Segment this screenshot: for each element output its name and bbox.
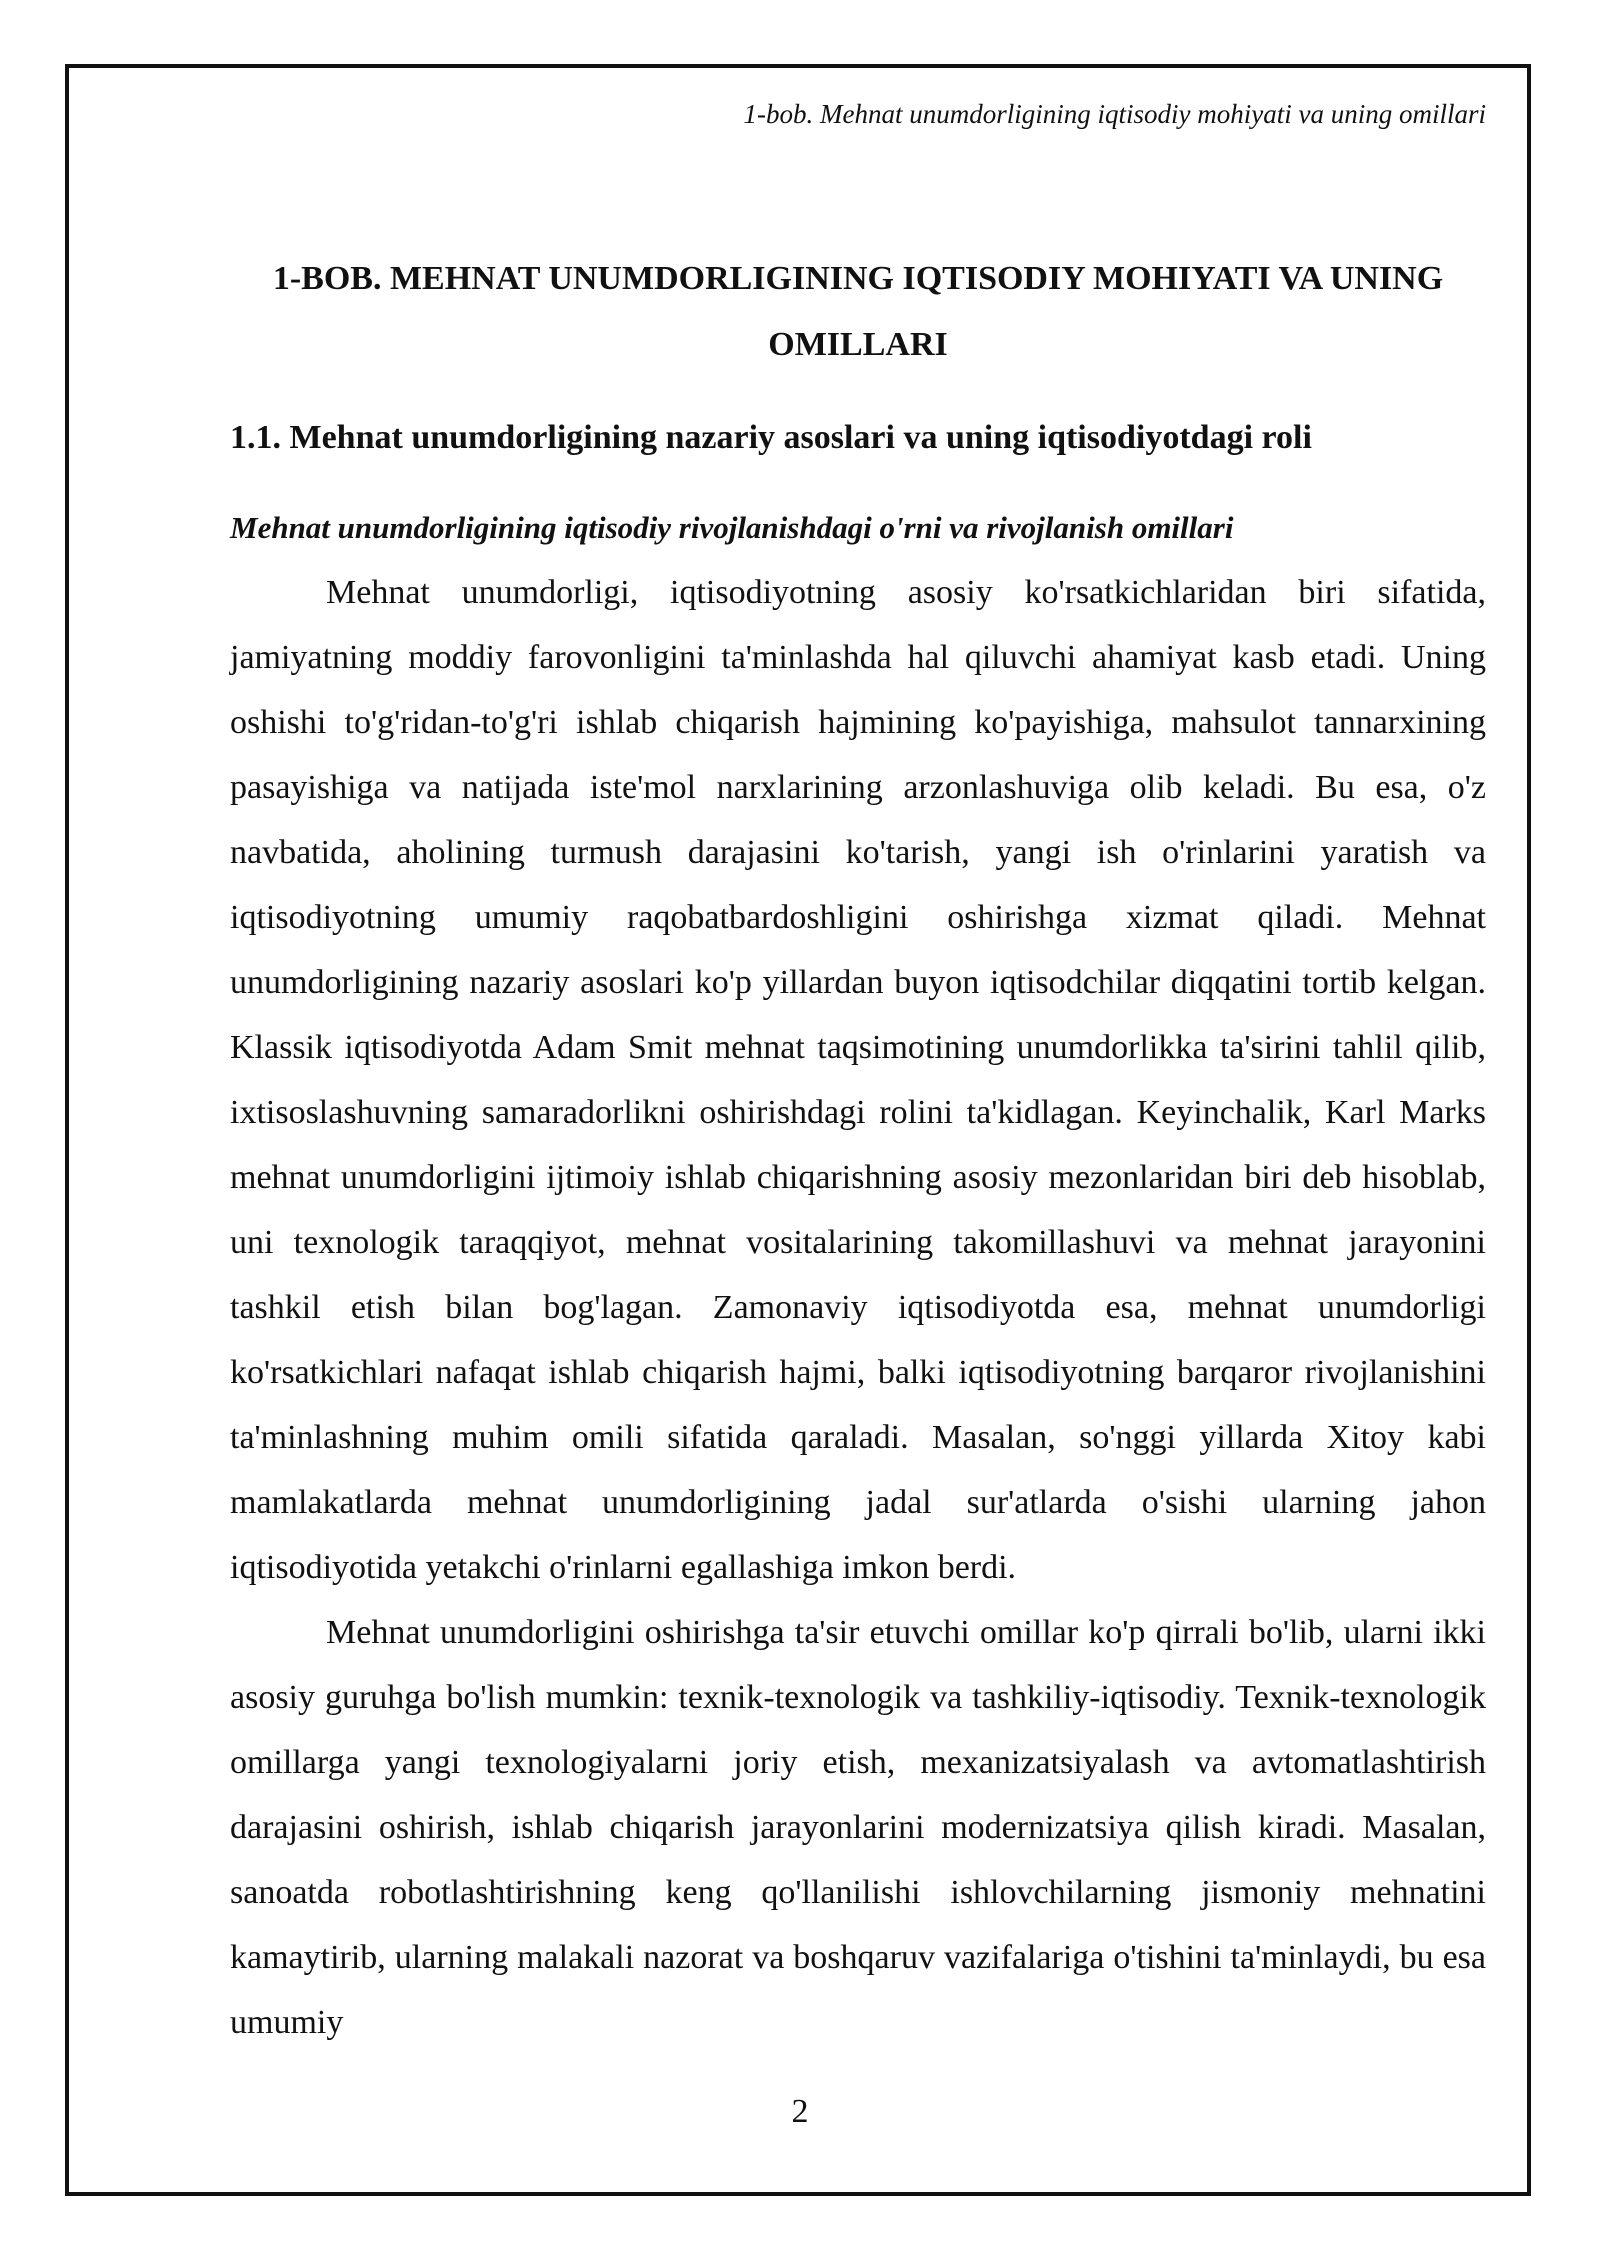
running-header: 1-bob. Mehnat unumdorligining iqtisodiy mohiyati va uning omillari — [743, 99, 1486, 129]
body-paragraph: Mehnat unumdorligi, iqtisodiyotning asosiy ko'rsatkichlaridan biri sifatida, jamiyatning moddiy farovonligini ta'minlashda hal qiluvchi ahamiyat kasb etadi. Uning oshishi to'g'ridan-to'g'ri ishlab chiqarish hajmining ko'payishiga, mahsulot tannarxining pasayishiga va natijada iste'mol narxlarining arzonlashuviga olib keladi. Bu esa, o'z navbatida, aholining turmush darajasini ko'tarish, yangi ish o'rinlarini yaratish va iqtisodiyotning umumiy raqobatbardoshligini oshirishga xizmat qiladi. Mehnat unumdorligining nazariy asoslari ko'p yillardan buyon iqtisodchilar diqqatini tortib kelgan. Klassik iqtisodiyotda Adam Smit mehnat taqsimotining unumdorlikka ta'sirini tahlil qilib, ixtisoslashuvning samaradorlikni oshirishdagi rolini ta'kidlagan. Keyinchalik, Karl Marks mehnat unumdorligini ijtimoiy ishlab chiqarishning asosiy mezonlaridan biri deb hisoblab, uni texnologik taraqqiyot, mehnat vositalarining takomillashuvi va mehnat jarayonini tashkil etish bilan bog'lagan. Zamonaviy iqtisodiyotda esa, mehnat unumdorligi ko'rsatkichlari nafaqat ishlab chiqarish hajmi, balki iqtisodiyotning barqaror rivojlanishini ta'minlashning muhim omili sifatida qaraladi. Masalan, so'nggi yillarda Xitoy kabi mamlakatlarda mehnat unumdorligining jadal sur'atlarda o'sishi ularning jahon iqtisodiyotida yetakchi o'rinlarni egallashiga imkon berdi. — [230, 574, 1486, 1586]
chapter-title: 1-BOB. MEHNAT UNUMDORLIGINING IQTISODIY MOHIYATI VA UNING OMILLARI — [272, 260, 1444, 363]
body-paragraph: Mehnat unumdorligini oshirishga ta'sir etuvchi omillar ko'p qirrali bo'lib, ularni ikki asosiy guruhga bo'lish mumkin: texnik-texnologik va tashkiliy-iqtisodiy. Texnik-texnologik omillarga yangi texnologiyalarni joriy etish, mexanizatsiyalash va avtomatlashtirish darajasini oshirish, ishlab chiqarish jarayonlarini modernizatsiya qilish kiradi. Masalan, sanoatda robotlashtirishning keng qo'llanilishi ishlovchilarning jismoniy mehnatini kamaytirib, ularning malakali nazorat va boshqaruv vazifalariga o'tishini ta'minlaydi, bu esa umumiy — [230, 1614, 1486, 2041]
section-title: 1.1. Mehnat unumdorligining nazariy asoslari va uning iqtisodiyotdagi roli — [230, 419, 1312, 456]
page-content — [230, 96, 1486, 2055]
page-number: 2 — [791, 2093, 809, 2130]
subsection-title: Mehnat unumdorligining iqtisodiy rivojlanishdagi o'rni va rivojlanish omillari — [230, 510, 1234, 545]
